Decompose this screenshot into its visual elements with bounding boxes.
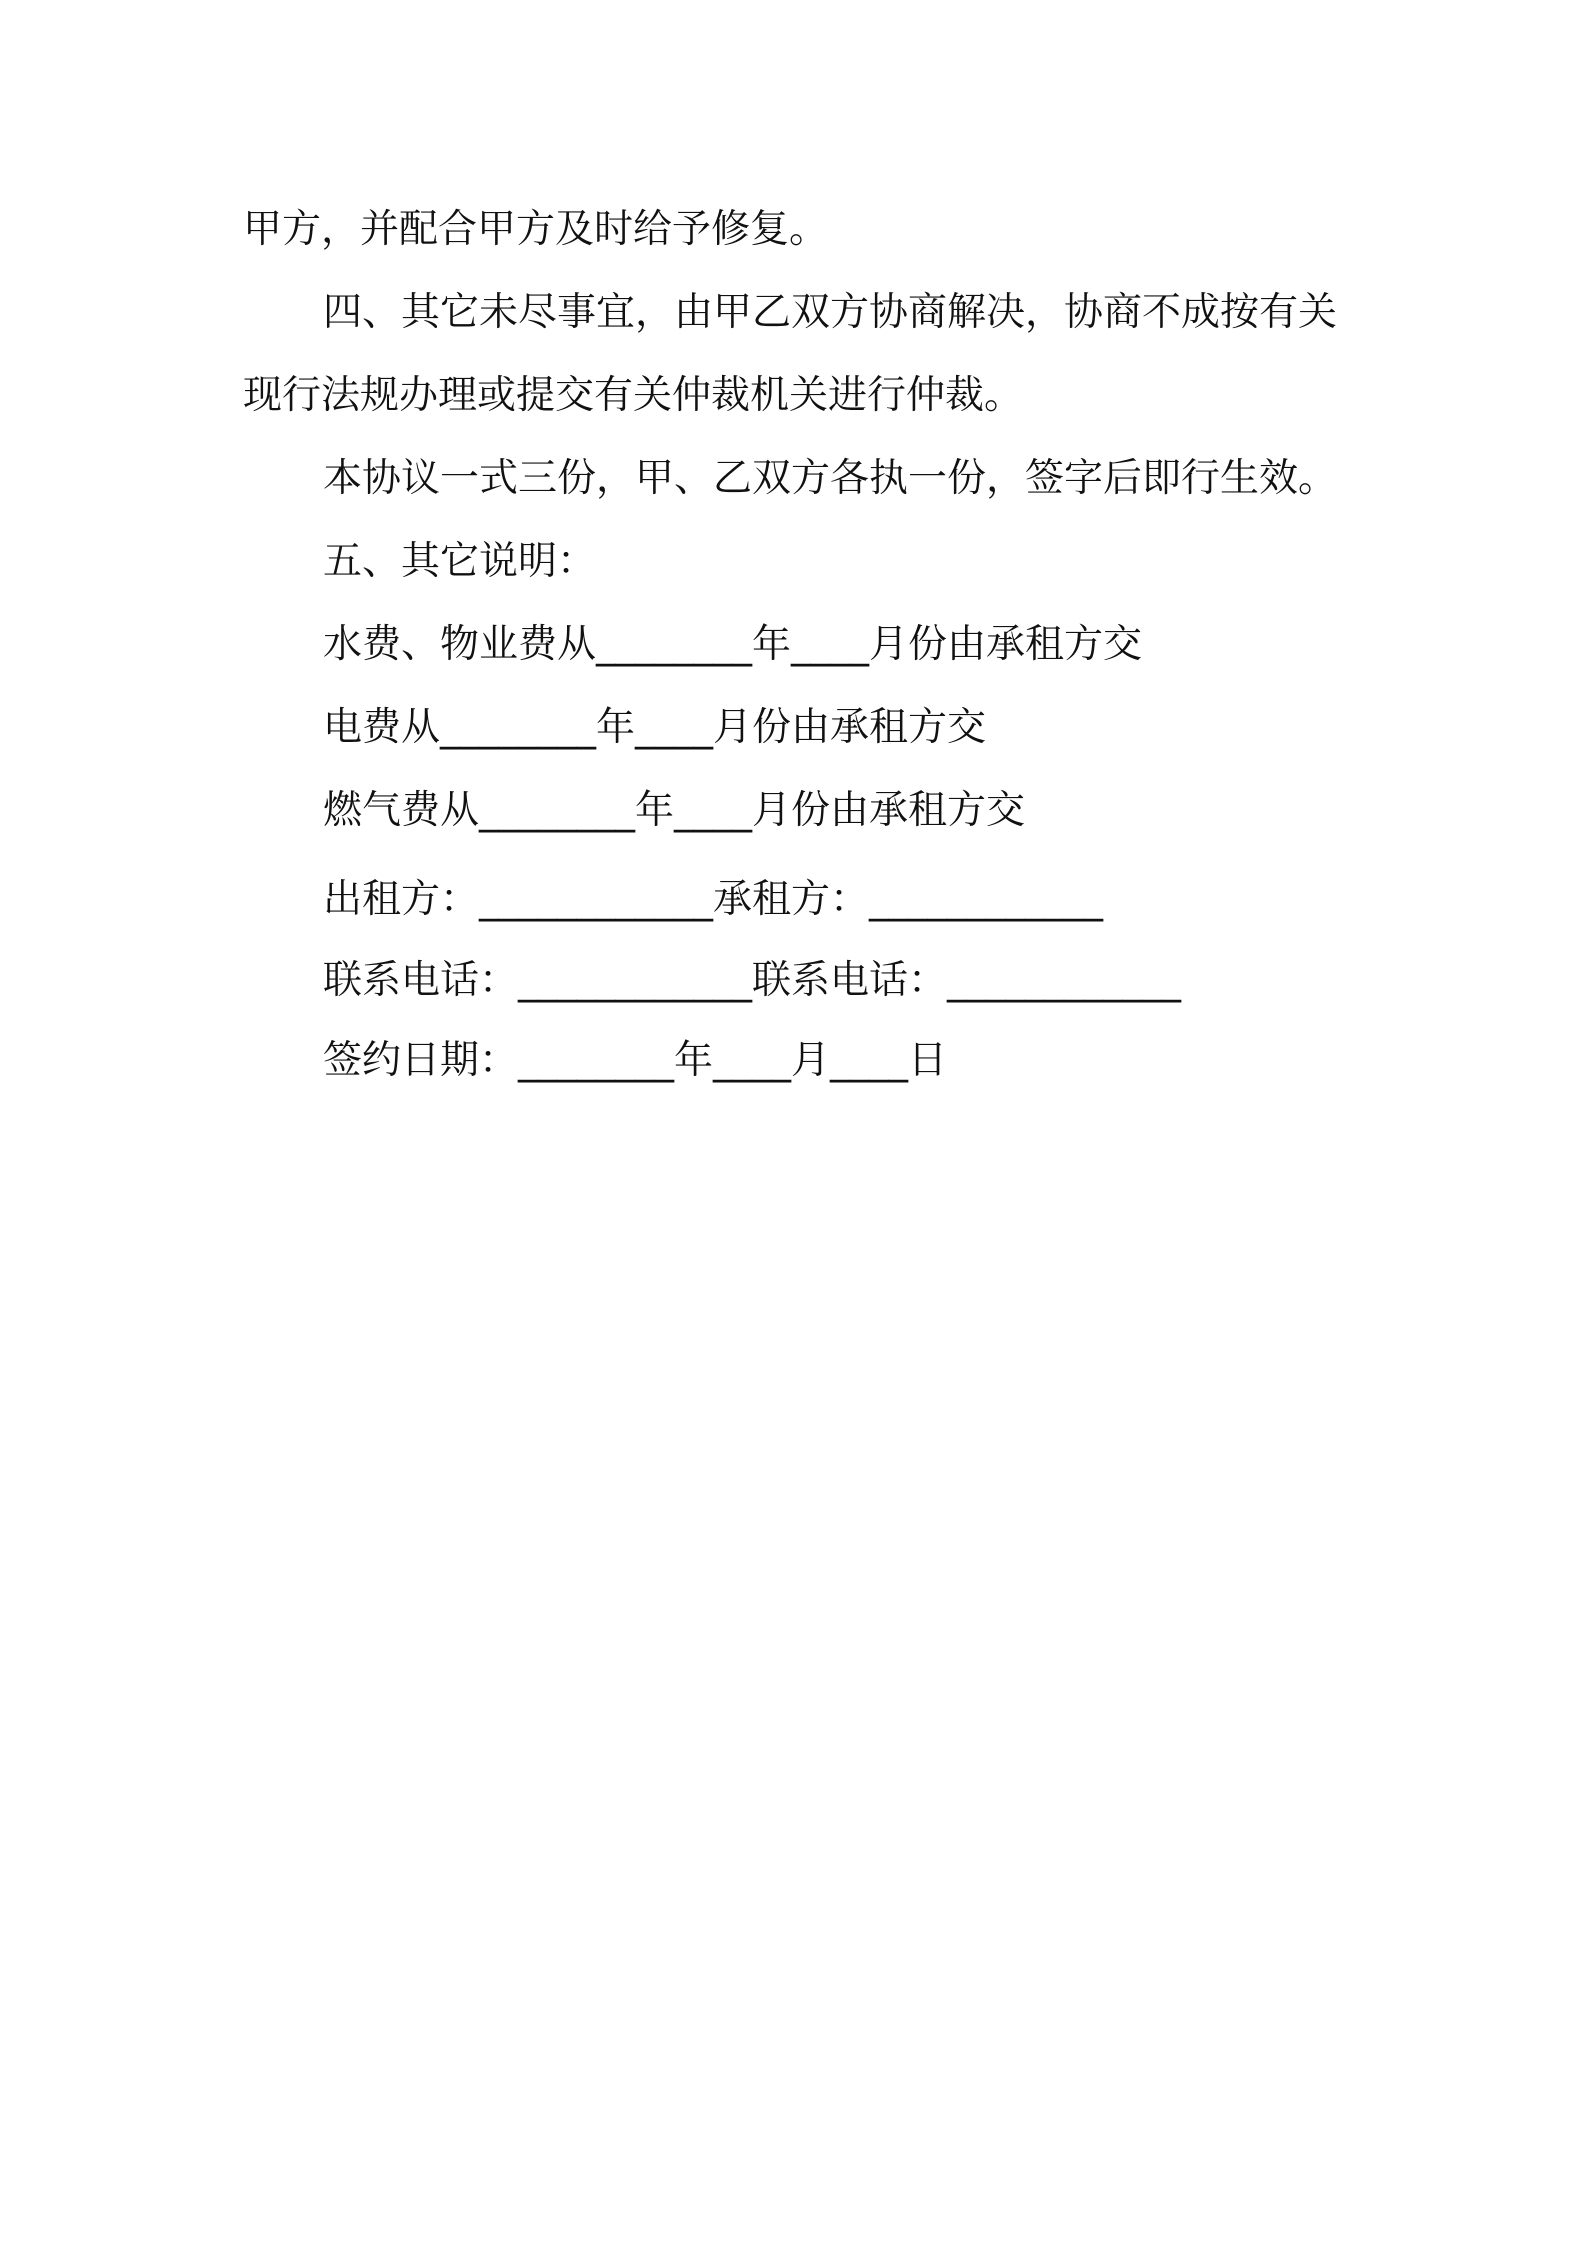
- text-line-clause-five: 五、其它说明：: [323, 539, 597, 584]
- text-line-parties: 出租方：____________承租方：____________: [323, 877, 1104, 922]
- text-line-sign-date: 签约日期：________年____月____日: [323, 1038, 948, 1083]
- text-line-gas-fee: 燃气费从________年____月份由承租方交: [323, 788, 1026, 833]
- text-line-copies: 本协议一式三份，甲、乙双方各执一份，签字后即行生效。: [323, 456, 1338, 501]
- text-line-clause-four: 四、其它未尽事宜，由甲乙双方协商解决，协商不成按有关: [323, 290, 1338, 335]
- text-line-phones: 联系电话：____________联系电话：____________: [323, 958, 1182, 1003]
- text-line-repair: 甲方，并配合甲方及时给予修复。: [243, 207, 829, 252]
- text-line-clause-four-cont: 现行法规办理或提交有关仲裁机关进行仲裁。: [243, 373, 1024, 418]
- text-line-electric-fee: 电费从________年____月份由承租方交: [323, 705, 987, 750]
- text-line-water-fee: 水费、物业费从________年____月份由承租方交: [323, 622, 1143, 667]
